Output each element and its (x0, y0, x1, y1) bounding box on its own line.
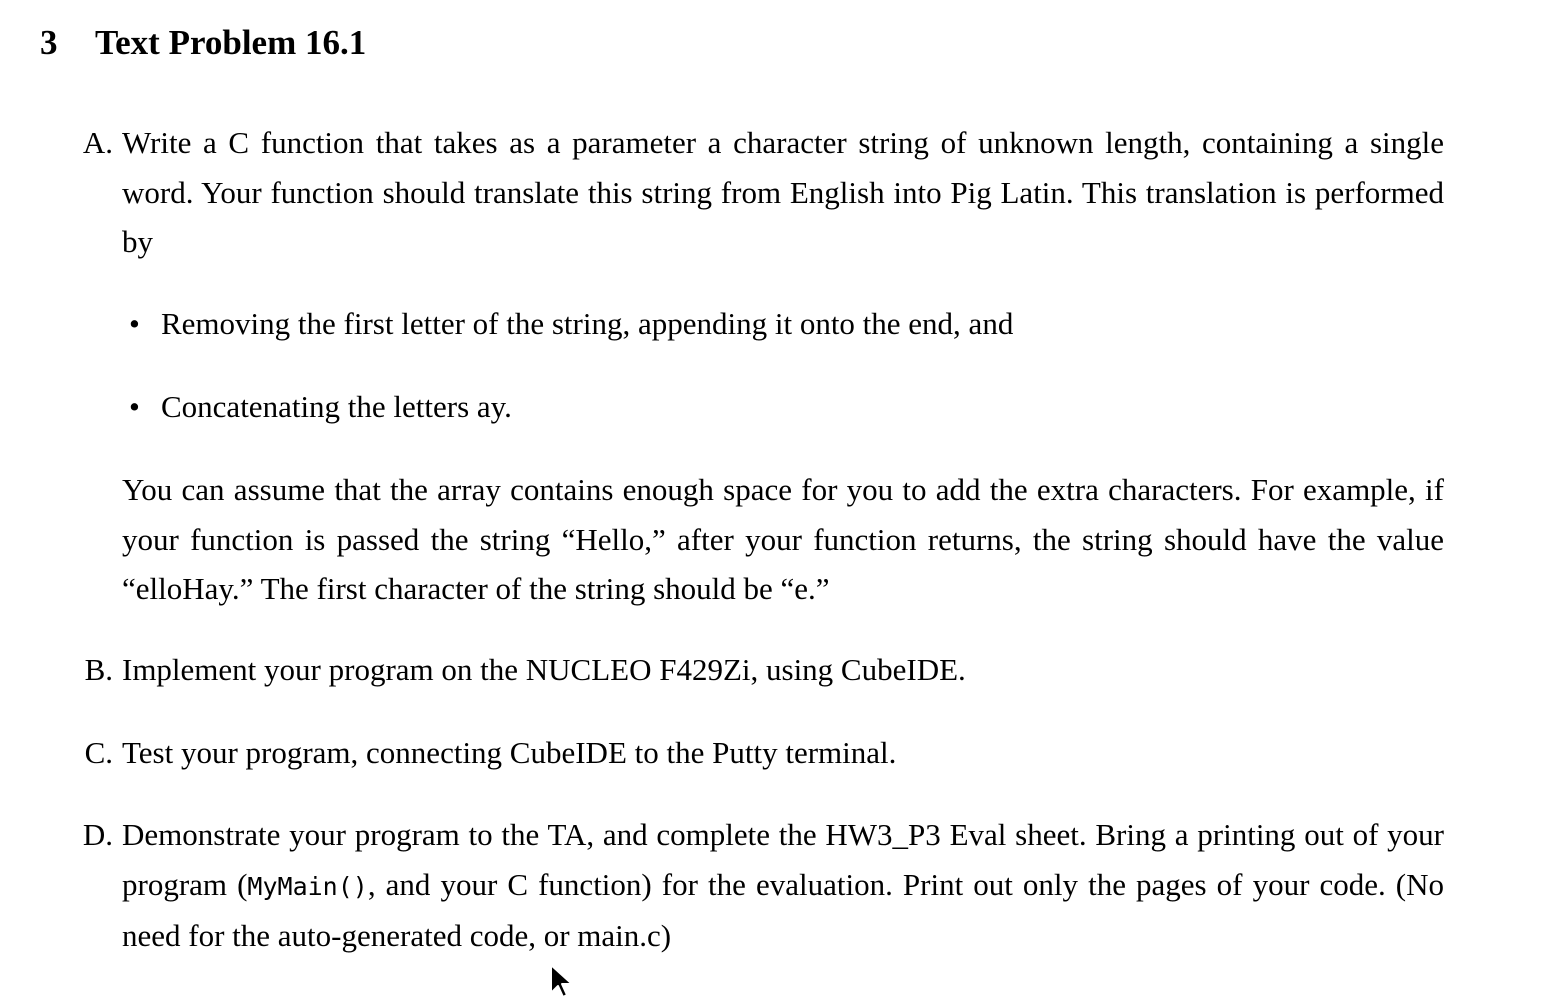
section-number: 3 (40, 23, 58, 62)
item-text-d-after: , and your C function) for the evaluation. Print out only the pages of your code. (No need for the auto-generated code, or main.c) (122, 866, 1445, 953)
problem-item-c (84, 728, 1444, 778)
problem-item-d (82, 810, 1445, 961)
item-text-b: Implement your program on the NUCLEO F429Zi, using CubeIDE. (122, 652, 966, 687)
section-title: Text Problem 16.1 (95, 23, 367, 62)
bullet-icon: • (129, 306, 140, 341)
item-a-followup-text: You can assume that the array contains enough space for you to add the extra characters. For example, if your function is passed the string “Hello,” after your function returns, the string should have the value “elloHay.” The first character of the string should be “e.” (122, 472, 1444, 606)
section-heading (40, 20, 366, 66)
bullet-item-1 (129, 299, 1014, 349)
item-text-d-before: Demonstrate your program to the TA, and complete the HW3_P3 Eval sheet. Bring a printing out of your program ( (122, 817, 1444, 902)
bullet-item-2 (129, 382, 512, 432)
problem-item-a (82, 118, 1444, 267)
problem-item-b (84, 645, 1444, 695)
item-text-c: Test your program, connecting CubeIDE to the Putty terminal. (122, 735, 897, 770)
mouse-pointer-icon (548, 963, 574, 999)
item-label-d: D. (82, 817, 113, 852)
bullet-text-1: Removing the first letter of the string, appending it onto the end, and (161, 306, 1014, 341)
code-mymain: MyMain() (247, 871, 368, 901)
item-label-b: B. (84, 652, 113, 687)
bullet-icon: • (129, 389, 140, 424)
bullet-text-2: Concatenating the letters ay. (161, 389, 512, 424)
item-text-a: Write a C function that takes as a parameter a character string of unknown length, containing a single word. Your function should translate this string from English into Pig Latin. This translation is performed by (122, 125, 1444, 259)
item-label-a: A. (82, 125, 113, 160)
item-a-followup-paragraph (122, 465, 1444, 614)
item-label-c: C. (84, 735, 113, 770)
